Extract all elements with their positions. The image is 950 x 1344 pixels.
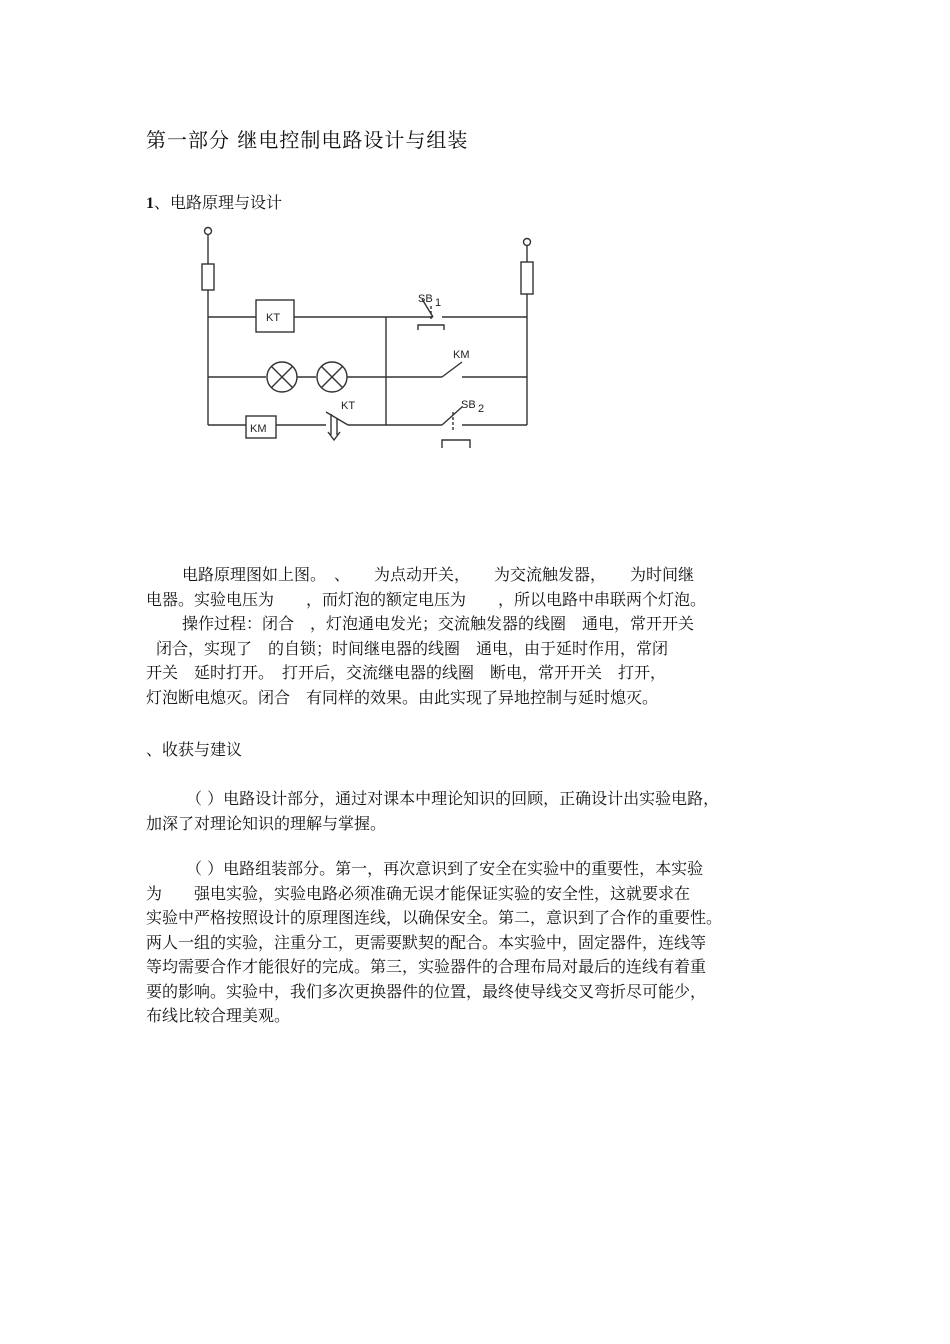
circuit-diagram xyxy=(190,222,550,457)
paragraph-principle xyxy=(146,563,810,710)
sb2-switch xyxy=(442,407,462,425)
left-fuse xyxy=(202,264,214,290)
km-coil-label: KM xyxy=(250,423,267,435)
sb2-subscript: 2 xyxy=(478,403,485,415)
paragraph-line: 要的影响。实验中，我们多次更换器件的位置，最终使导线交叉弯折尽可能少， xyxy=(146,981,707,1001)
paragraph-line: 等均需要合作才能很好的完成。第三，实验器件的合理布局对最后的连线有着重 xyxy=(146,957,707,976)
right-terminal xyxy=(524,239,531,246)
paragraph-line: 两人一组的实验，注重分工，更需要默契的配合。本实验中，固定器件，连线等 xyxy=(146,932,707,952)
paragraph-line: 为 强电实验，实验电路必须准确无误才能保证实验的安全性，这就要求在 xyxy=(146,883,691,903)
section-heading-2: 、收获与建议 xyxy=(146,740,243,759)
right-fuse xyxy=(521,262,533,294)
paragraph-line: 灯泡断电熄灭。闭合 有同样的效果。由此实现了异地控制与延时熄灭。 xyxy=(146,687,659,707)
paragraph-assembly xyxy=(146,857,810,1029)
section-number: 1 xyxy=(146,195,154,212)
paragraph-line: 电路原理图如上图。 、 为点动开关， 为交流触发器， 为时间继 xyxy=(182,565,695,584)
page-title: 第一部分 继电控制电路设计与组装 xyxy=(146,128,469,152)
sb1-label: SB xyxy=(418,293,433,305)
paragraph-line: （ ）电路设计部分，通过对课本中理论知识的回顾，正确设计出实验电路， xyxy=(186,789,720,808)
lamp-1 xyxy=(267,362,297,392)
paragraph-line: 电器。实验电压为 ，而灯泡的额定电压为 ，所以电路中串联两个灯泡。 xyxy=(146,589,707,609)
section-heading-1 xyxy=(146,190,282,213)
km-contact-label: KM xyxy=(453,349,470,361)
paragraph-line: 开关 延时打开。 打开后，交流继电器的线圈 断电，常开开关 打开， xyxy=(146,663,667,682)
paragraph-design xyxy=(146,787,810,836)
lamp-2 xyxy=(317,362,347,392)
sb1-subscript: 1 xyxy=(435,297,442,309)
left-terminal xyxy=(205,228,212,235)
sb2-label: SB xyxy=(461,399,476,411)
paragraph-line: 操作过程：闭合 ，灯泡通电发光；交流触发器的线圈 通电，常开开关 xyxy=(182,614,695,633)
paragraph-line: 加深了对理论知识的理解与掌握。 xyxy=(146,813,387,833)
kt-contact-label: KT xyxy=(341,400,356,412)
paragraph-line: （ ）电路组装部分。第一，再次意识到了安全在实验中的重要性，本实验 xyxy=(186,859,704,878)
kt-coil-label: KT xyxy=(266,312,281,324)
paragraph-line: 布线比较合理美观。 xyxy=(146,1006,291,1025)
paragraph-line: 闭合，实现了 的自锁；时间继电器的线圈 通电，由于延时作用，常闭 xyxy=(156,638,669,658)
paragraph-line: 实验中严格按照设计的原理图连线，以确保安全。第二，意识到了合作的重要性。 xyxy=(146,908,723,927)
km-contact xyxy=(442,362,462,377)
section-heading-text: 、电路原理与设计 xyxy=(154,193,283,212)
